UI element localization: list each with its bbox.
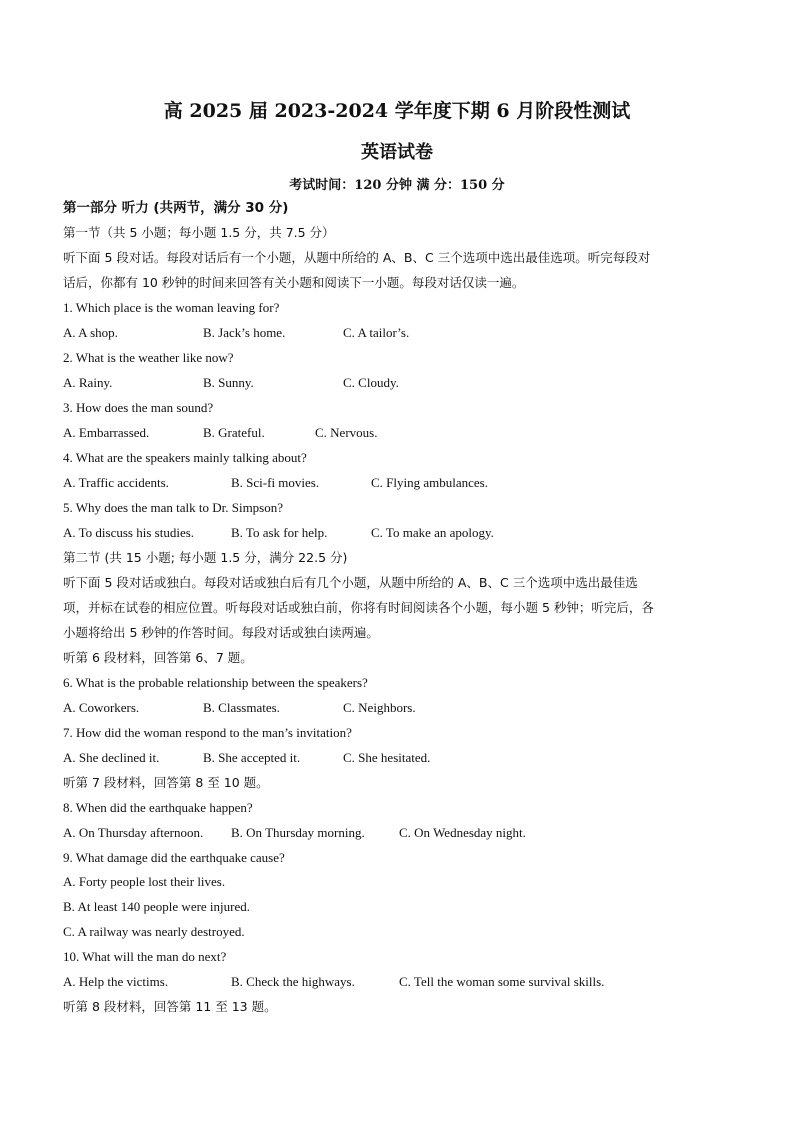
question-text: 4. What are the speakers mainly talking about? [63, 450, 307, 465]
option-b: B. At least 140 people were injured. [63, 899, 251, 914]
option-c: C. To make an apology. [371, 525, 494, 540]
question-text: 1. Which place is the woman leaving for? [63, 300, 280, 315]
option-a: A. Rainy. [63, 375, 113, 390]
option-a: A. Forty people lost their lives. [63, 874, 226, 889]
question-text: 10. What will the man do next? [63, 949, 227, 964]
section2-instruction: 小题将给出 5 秒钟的作答时间。每段对话或独白读两遍。 [63, 625, 379, 640]
section1-instruction: 听下面 5 段对话。每段对话后有一个小题，从题中所给的 A、B、C 三个选项中选出最佳选项。听完每段对 [63, 250, 651, 265]
question-text: 9. What damage did the earthquake cause? [63, 850, 285, 865]
question-text: 3. How does the man sound? [63, 400, 214, 415]
question-text: 2. What is the weather like now? [63, 350, 234, 365]
material-note: 听第 7 段材料，回答第 8 至 10 题。 [63, 775, 269, 790]
option-a: A. On Thursday afternoon. [63, 825, 204, 840]
question-text: 7. How did the woman respond to the man’s invitation? [63, 725, 352, 740]
option-b: B. Classmates. [203, 700, 280, 715]
section2-instruction: 项，并标在试卷的相应位置。听每段对话或独白前，你将有时间阅读各个小题，每小题 5 秒钟；听完后，各 [63, 600, 654, 615]
option-b: B. Sunny. [203, 375, 254, 390]
question-text: 5. Why does the man talk to Dr. Simpson? [63, 500, 284, 515]
option-c: C. She hesitated. [343, 750, 431, 765]
section2-heading: 第二节 (共 15 小题; 每小题 1.5 分，满分 22.5 分) [63, 550, 348, 565]
section1-instruction: 话后，你都有 10 秒钟的时间来回答有关小题和阅读下一小题。每段对话仅读一遍。 [63, 275, 525, 290]
section1-heading: 第一节（共 5 小题；每小题 1.5 分，共 7.5 分） [63, 225, 335, 240]
option-a: A. She declined it. [63, 750, 160, 765]
option-c: C. A tailor’s. [343, 325, 410, 340]
material-note: 听第 6 段材料，回答第 6、7 题。 [63, 650, 253, 665]
option-c: C. On Wednesday night. [399, 825, 526, 840]
exam-info: 考试时间：120 分钟 满 分：150 分 [289, 178, 505, 193]
option-a: A. Embarrassed. [63, 425, 150, 440]
question-text: 8. When did the earthquake happen? [63, 800, 253, 815]
option-a: A. Help the victims. [63, 974, 169, 989]
option-c: C. Flying ambulances. [371, 475, 488, 490]
option-a: A. Traffic accidents. [63, 475, 169, 490]
option-b: B. She accepted it. [203, 750, 301, 765]
option-b: B. On Thursday morning. [231, 825, 365, 840]
option-c: C. Neighbors. [343, 700, 416, 715]
option-c: C. Tell the woman some survival skills. [399, 974, 605, 989]
option-b: B. Check the highways. [231, 974, 355, 989]
option-a: A. To discuss his studies. [63, 525, 195, 540]
option-b: B. Grateful. [203, 425, 265, 440]
part1-heading: 第一部分 听力 (共两节，满分 30 分) [63, 200, 289, 216]
option-a: A. Coworkers. [63, 700, 140, 715]
option-c: C. Cloudy. [343, 375, 399, 390]
option-c: C. Nervous. [315, 425, 378, 440]
option-b: B. Jack’s home. [203, 325, 286, 340]
page-subtitle: 英语试卷 [361, 142, 433, 163]
section2-instruction: 听下面 5 段对话或独白。每段对话或独白后有几个小题，从题中所给的 A、B、C 三个选项中选出最佳选 [63, 575, 638, 590]
option-c: C. A railway was nearly destroyed. [63, 924, 245, 939]
material-note: 听第 8 段材料，回答第 11 至 13 题。 [63, 999, 277, 1014]
page-title: 高 2025 届 2023-2024 学年度下期 6 月阶段性测试 [163, 100, 631, 122]
option-a: A. A shop. [63, 325, 118, 340]
option-b: B. To ask for help. [231, 525, 328, 540]
question-text: 6. What is the probable relationship between the speakers? [63, 675, 368, 690]
option-b: B. Sci-fi movies. [231, 475, 320, 490]
